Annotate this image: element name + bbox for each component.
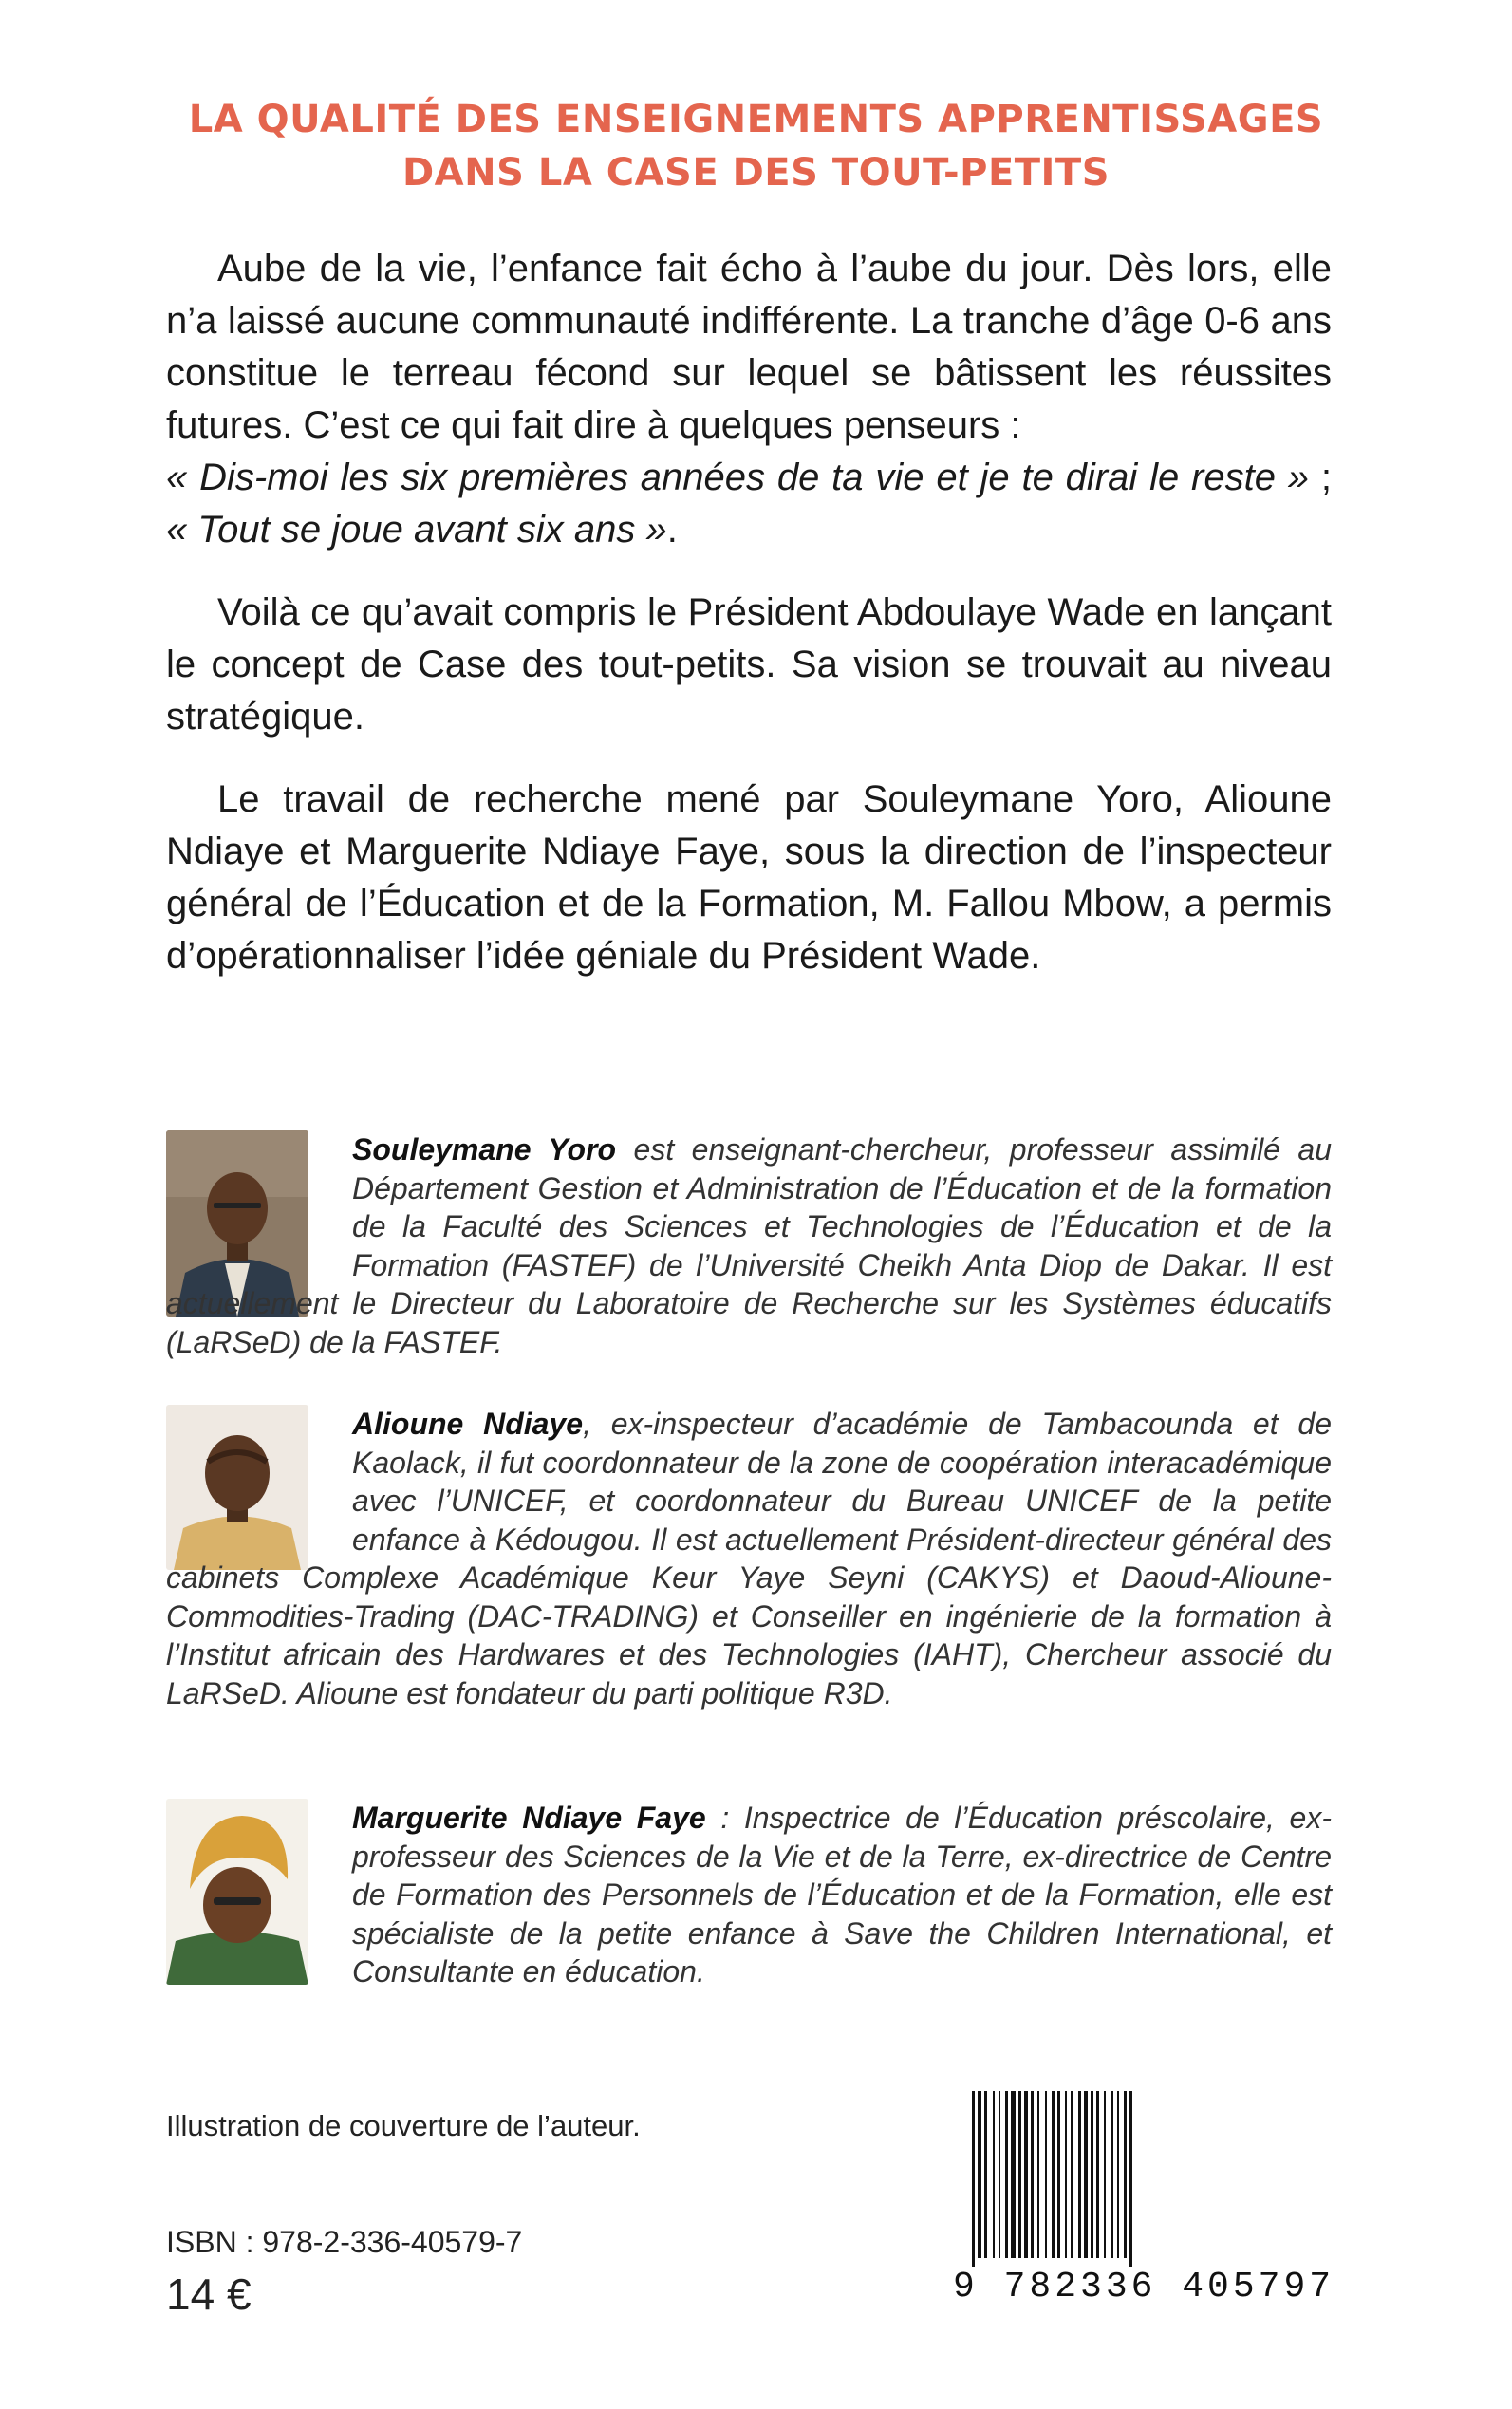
barcode (953, 2091, 1335, 2311)
author-bio-text: , ex-inspecteur d’académie de Tambacounda et de Kaolack, il fut coordonnateur de la zone de coopération interacadémique avec l’UNICEF, et coordonnateur du Bureau UNICEF de la petite enfance à Kédougou. Il est actuellement Président-directeur général des cabinets Complexe Académique Keur Yaye Seyni (CAKYS) et Daoud-Alioune-Commodities-Trading (DAC-TRADING) et Conseiller en ingénierie de la formation à l’Institut africain des Hardwares et des Technologies (IAHT), Chercheur associé du LaRSeD. Alioune est fondateur du parti politique R3D. (166, 1407, 1332, 1710)
intro-p1-quote-1: « Dis-moi les six premières années de ta vie et je te dirai le reste » (166, 457, 1310, 498)
author-bio-text: : Inspectrice de l’Éducation préscolaire, ex-professeur des Sciences de la Vie et de la Terre, ex-directrice de Centre de Formation des Personnels de l’Éducation et de la Formation, elle est spécialiste de la petite enfance à Save the Children International, et Consultante en éducation. (352, 1801, 1333, 1989)
author-name: Marguerite Ndiaye Faye (352, 1801, 706, 1835)
author-name: Alioune Ndiaye (352, 1407, 584, 1441)
author-bio-text: est enseignant-chercheur, professeur assimilé au Département Gestion et Administration de l’Éducation et de la formation de la Faculté des Sciences et Technologies de l’Éducation et de la Formation (FASTEF) de l’Université Cheikh Anta Diop de Dakar. Il est actuellement le Directeur du Laboratoire de Recherche sur les Systèmes éducatifs (LaRSeD) de la FASTEF. (166, 1132, 1333, 1359)
author-name: Souleymane Yoro (352, 1132, 617, 1167)
author-bio-souleymane-yoro (166, 1130, 1332, 1361)
intro-paragraph-2: Voilà ce qu’avait compris le Président Abdoulaye Wade en lançant le concept de Case des tout-petits. Sa vision se trouvait au niveau stratégique. (166, 591, 1332, 738)
cover-credit: Illustration de couverture de l’auteur. (166, 2109, 641, 2142)
isbn: ISBN : 978-2-336-40579-7 (166, 2225, 523, 2259)
book-title (0, 93, 1512, 199)
intro-p1-quote-2: « Tout se joue avant six ans » (166, 509, 667, 551)
intro-paragraph-3: Le travail de recherche mené par Souleymane Yoro, Alioune Ndiaye et Marguerite Ndiaye Faye, sous la direction de l’inspecteur général de l’Éducation et de la Formation, M. Fallou Mbow, a permis d’opérationnaliser l’idée géniale du Président Wade. (166, 778, 1332, 977)
intro-p1-text: Aube de la vie, l’enfance fait écho à l’aube du jour. Dès lors, elle n’a laissé aucune communauté indifférente. La tranche d’âge 0-6 ans constitue le terreau fécond sur lequel se bâtissent les réussites futures. C’est ce qui fait dire à quelques penseurs : (166, 248, 1332, 446)
author-bio-marguerite-ndiaye-faye (166, 1799, 1332, 1991)
book-title-line-1: LA QUALITÉ DES ENSEIGNEMENTS APPRENTISSAGES (188, 98, 1324, 141)
barcode-digits: 9 782336 405797 (953, 2267, 1335, 2307)
author-bio-alioune-ndiaye (166, 1405, 1332, 1712)
intro-paragraph-1 (166, 243, 1332, 556)
barcode-bars (953, 2091, 1335, 2267)
price: 14 € (166, 2269, 252, 2319)
book-title-line-2: DANS LA CASE DES TOUT-PETITS (401, 151, 1111, 195)
intro-p1-separator: ; (1309, 457, 1332, 498)
intro-p1-end: . (666, 509, 678, 551)
